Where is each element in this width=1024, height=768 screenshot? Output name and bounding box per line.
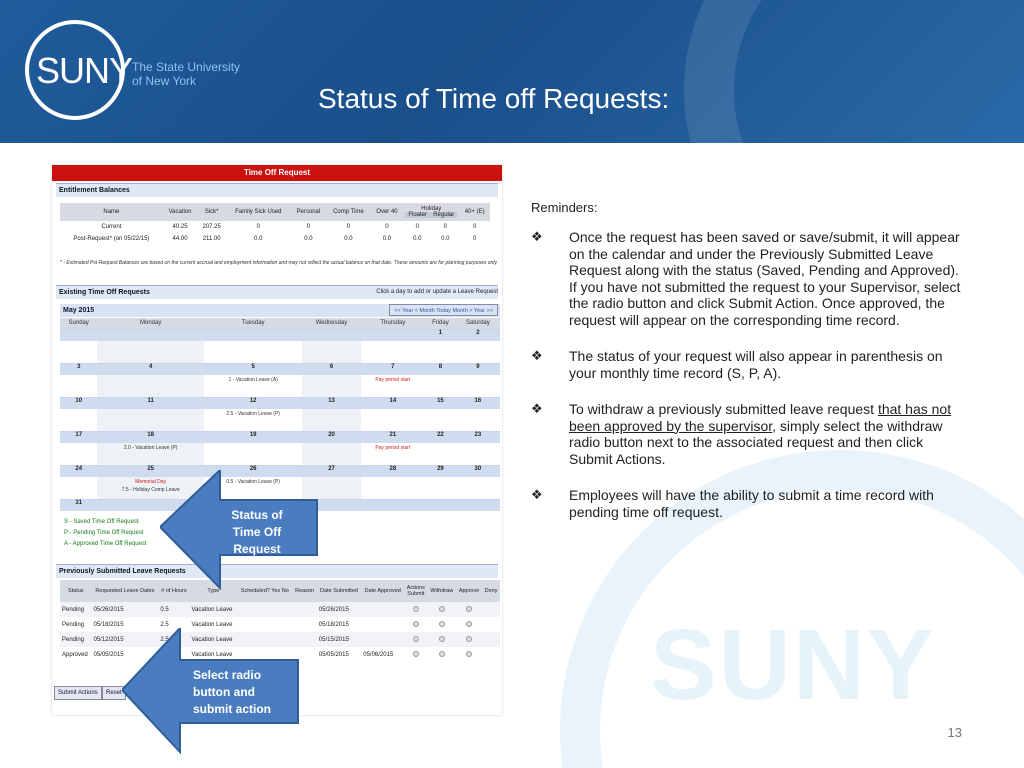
entitlement-cell: 0	[256, 224, 260, 230]
select-arrow-label	[193, 667, 271, 718]
entitlement-column-header: Sick*	[197, 203, 226, 221]
calendar-week-row	[60, 363, 500, 375]
diamond-bullet-icon: ❖	[531, 401, 543, 416]
watermark-logo: SUNY	[650, 609, 936, 721]
calendar-day-number[interactable]	[425, 499, 456, 511]
calendar-day-header: Sunday	[60, 318, 97, 329]
calendar-day-cell[interactable]	[361, 375, 425, 397]
reset-button[interactable]: Reset	[102, 686, 126, 700]
calendar-week-row	[60, 397, 500, 409]
action-radio-button[interactable]	[413, 651, 419, 657]
calendar-day-header: Friday	[425, 318, 456, 329]
calendar-nav[interactable]: << Year < Month Today Month > Year >>	[389, 304, 498, 316]
calendar-day-number[interactable]: 13	[302, 397, 360, 409]
action-radio-cell	[428, 617, 457, 632]
calendar-day-number[interactable]: 30	[456, 465, 500, 477]
reminder-bullet	[531, 487, 961, 520]
action-radio-cell	[428, 632, 457, 647]
entitlement-header-row	[60, 203, 490, 221]
previous-cell: 05/18/2015	[318, 621, 349, 628]
previous-cell: 05/18/2015	[93, 621, 124, 628]
reminder-text-post: , simply select the withdraw radio button next to the associated request and then click Submit Actions.	[569, 417, 943, 467]
action-radio-cell	[456, 617, 482, 632]
arrow-label-line: Request	[233, 542, 281, 556]
entitlement-row	[60, 233, 490, 245]
calendar-day-cell[interactable]	[361, 409, 425, 431]
calendar-day-cell[interactable]	[60, 409, 97, 431]
holiday-header: Holiday	[421, 206, 442, 212]
calendar-day-number[interactable]: 8	[425, 363, 456, 375]
status-arrow-label	[222, 507, 292, 558]
calendar-day-number[interactable]: 1	[425, 329, 456, 341]
entitlement-cell: Current	[101, 224, 122, 230]
calendar-day-cell[interactable]	[456, 443, 500, 465]
previous-cell: Vacation Leave	[190, 632, 238, 647]
entitlement-column-header: Comp Time	[326, 203, 371, 221]
action-radio-cell	[482, 647, 500, 662]
entitlement-table	[60, 203, 490, 245]
action-radio-cell	[482, 632, 500, 647]
previous-cell: Pending	[60, 632, 92, 647]
reminders-panel	[531, 200, 961, 540]
calendar-day-number[interactable]: 9	[456, 363, 500, 375]
calendar-day-number[interactable]	[361, 499, 425, 511]
legend-item: S - Saved Time Off Request	[64, 519, 139, 525]
diamond-bullet-icon: ❖	[531, 348, 543, 363]
suny-logo: SUNY	[36, 50, 133, 91]
entitlement-cell: 0.0	[304, 236, 313, 242]
calendar-day-cell[interactable]	[204, 409, 303, 431]
calendar-day-number[interactable]: 15	[425, 397, 456, 409]
entitlement-cell: 0	[385, 224, 389, 230]
action-radio-cell	[428, 602, 457, 617]
status-legend	[64, 517, 147, 550]
entitlement-cell: 0	[346, 224, 351, 230]
action-radio-button[interactable]	[466, 651, 472, 657]
arrow-label-line: submit action	[193, 702, 272, 716]
action-radio-button[interactable]	[466, 636, 472, 642]
calendar-day-cell[interactable]	[425, 409, 456, 431]
arrow-label-line: Select radio	[193, 668, 262, 682]
calendar-day-number[interactable]: 18	[97, 431, 203, 443]
action-radio-button[interactable]	[439, 636, 445, 642]
calendar-day-cell[interactable]	[456, 409, 500, 431]
previous-cell	[361, 632, 404, 647]
arrow-label-line: Time Off	[232, 525, 282, 539]
calendar-day-number[interactable]: 24	[60, 465, 97, 477]
previous-cell: 05/26/2015	[317, 602, 361, 617]
arrow-label-line: Status of	[231, 508, 283, 522]
previous-cell: Vacation Leave	[190, 602, 238, 617]
entitlement-cell: 0.0	[413, 236, 422, 242]
calendar-day-number[interactable]: 20	[302, 431, 360, 443]
previous-cell: Approved	[62, 651, 88, 658]
calendar-week-body	[60, 341, 500, 363]
calendar-day-number[interactable]	[456, 499, 500, 511]
arrow-label-line: button and	[193, 685, 255, 699]
calendar-day-cell[interactable]	[361, 477, 425, 499]
entitlement-cell: 0	[306, 224, 311, 230]
previous-cell: Pending	[60, 602, 92, 617]
calendar-event[interactable]: Memorial Day	[135, 479, 167, 485]
entitlement-cell: Post-Request* (on 05/22/15)	[73, 236, 150, 242]
action-radio-cell	[404, 617, 427, 632]
entitlement-cell: 0.0	[441, 236, 450, 242]
previous-column-header: Deny	[482, 580, 500, 602]
calendar-day-number[interactable]: 25	[97, 465, 203, 477]
previous-cell: 2.5	[158, 632, 189, 647]
reminder-text: Once the request has been saved or save/submit, it will appear on the calendar and under the Previously Submitted Leave Request along with the status (Saved, Pending and Approved). If you have not submitted the request to your Supervisor, select the radio button and click Submit Action. Once approved, the request will appear on the corresponding time record.	[569, 229, 961, 328]
slide-header	[0, 0, 1024, 143]
action-radio-button[interactable]	[466, 606, 472, 612]
logo-sub-line1: The State University	[132, 60, 241, 74]
calendar-day-number[interactable]: 16	[456, 397, 500, 409]
action-radio-button[interactable]	[413, 636, 419, 642]
action-radio-button[interactable]	[439, 621, 445, 627]
action-radio-cell	[456, 602, 482, 617]
previous-column-header: Date Approved	[361, 580, 404, 602]
previous-cell: 05/26/2015	[92, 602, 159, 617]
calendar-day-number[interactable]: 28	[361, 465, 425, 477]
calendar-day-cell[interactable]	[302, 375, 360, 397]
calendar-day-number[interactable]: 11	[97, 397, 203, 409]
calendar-week-row	[60, 329, 500, 341]
calendar-day-number[interactable]: 29	[425, 465, 456, 477]
calendar-day-cell[interactable]	[361, 443, 425, 465]
action-radio-cell	[456, 632, 482, 647]
entitlement-cell: 0	[472, 224, 477, 230]
calendar-day-number[interactable]: 6	[302, 363, 360, 375]
action-radio-cell	[456, 647, 482, 662]
entitlement-cell: 0	[415, 224, 419, 230]
reminder-text: Employees will have the ability to submit a time record with pending time off request.	[569, 487, 934, 520]
previous-column-header: Withdraw	[428, 580, 457, 602]
entitlement-cell: 0.0	[344, 236, 353, 242]
previous-cell	[237, 602, 292, 617]
submit-actions-button[interactable]: Submit Actions	[54, 686, 102, 700]
calendar-day-number[interactable]: 3	[60, 363, 97, 375]
calendar-day-number[interactable]	[361, 329, 425, 341]
calendar-week-body	[60, 375, 500, 397]
previous-cell: 05/15/2015	[317, 632, 361, 647]
holiday-subheader: Floater	[408, 212, 428, 218]
previous-column-header: Status	[60, 580, 92, 602]
calendar-day-number[interactable]	[97, 329, 203, 341]
action-radio-button[interactable]	[413, 621, 419, 627]
previous-cell	[292, 602, 316, 617]
entitlement-cell: 40.25	[172, 224, 188, 230]
calendar-day-number[interactable]: 2	[456, 329, 500, 341]
calendar-day-cell[interactable]	[60, 341, 97, 363]
calendar-day-number[interactable]	[302, 329, 360, 341]
reminder-text-underlined: that has not been approved by the supervisor	[569, 401, 952, 434]
entitlement-cell: 0	[443, 224, 447, 230]
calendar-week-row	[60, 431, 500, 443]
calendar-day-cell[interactable]	[97, 375, 203, 397]
entitlement-heading: Entitlement Balances	[56, 183, 498, 197]
reminder-bullet	[531, 401, 961, 467]
calendar-month: May 2015	[60, 304, 500, 317]
legend-item: P - Pending Time Off Request	[64, 530, 144, 536]
legend-item: A - Approved Time Off Request	[64, 541, 147, 547]
logo-sub-line2: of New York	[132, 74, 197, 88]
calendar-day-number[interactable]: 14	[361, 397, 425, 409]
diamond-bullet-icon: ❖	[531, 487, 543, 502]
header-decoration	[684, 0, 1024, 143]
calendar-week-body	[60, 443, 500, 465]
previous-column-header: Approve	[456, 580, 482, 602]
calendar-day-cell[interactable]	[204, 443, 303, 465]
calendar-event[interactable]: 2.0 - Vacation Leave (P)	[123, 445, 178, 451]
calendar-day-cell[interactable]	[97, 341, 203, 363]
previous-cell: 05/06/2015	[363, 651, 394, 658]
time-off-title-bar: Time Off Request	[52, 165, 502, 181]
calendar-day-number[interactable]: 17	[60, 431, 97, 443]
previous-cell: 0.5	[158, 602, 189, 617]
calendar-day-number[interactable]	[60, 329, 97, 341]
previous-column-header: Type	[190, 580, 238, 602]
calendar-day-cell[interactable]	[60, 375, 97, 397]
calendar-day-header: Thursday	[361, 318, 425, 329]
entitlement-column-header: Family Sick Used	[226, 203, 291, 221]
action-radio-button[interactable]	[439, 651, 445, 657]
calendar-event[interactable]: 7.5 - Holiday Comp Leave	[121, 487, 180, 493]
reminder-text-pre: To withdraw a previously submitted leave request	[569, 401, 878, 417]
calendar-day-number[interactable]: 19	[204, 431, 303, 443]
calendar-day-cell[interactable]	[97, 409, 203, 431]
action-radio-button[interactable]	[413, 606, 419, 612]
calendar-day-number[interactable]: 22	[425, 431, 456, 443]
action-radio-button[interactable]	[439, 606, 445, 612]
existing-requests-heading: Existing Time Off Requests	[56, 285, 498, 299]
suny-logo-subtitle	[132, 60, 240, 88]
entitlement-cell: 0	[472, 236, 477, 242]
calendar-day-cell[interactable]	[425, 341, 456, 363]
calendar-day-cell[interactable]	[60, 443, 97, 465]
previous-cell: Vacation Leave	[191, 621, 233, 628]
calendar-day-cell[interactable]	[361, 341, 425, 363]
calendar-day-number[interactable]: 23	[456, 431, 500, 443]
calendar-day-number[interactable]: 10	[60, 397, 97, 409]
action-radio-cell	[482, 617, 500, 632]
calendar-day-number[interactable]: 4	[97, 363, 203, 375]
previous-column-header: Date Submitted	[317, 580, 361, 602]
holiday-subheader: Regular	[433, 212, 455, 218]
calendar-event[interactable]: Pay period start	[375, 377, 411, 383]
calendar-day-cell[interactable]	[302, 341, 360, 363]
entitlement-row	[60, 221, 490, 233]
calendar-day-cell[interactable]	[97, 443, 203, 465]
calendar-day-cell[interactable]	[425, 443, 456, 465]
action-radio-cell	[428, 647, 457, 662]
previous-cell: Pending	[62, 621, 85, 628]
previous-column-header: # of Hours	[158, 580, 189, 602]
calendar-week-body	[60, 409, 500, 431]
calendar-day-number[interactable]: 27	[302, 465, 360, 477]
calendar-day-header: Monday	[97, 318, 203, 329]
entitlement-column-header: 40+ (E)	[459, 203, 490, 221]
entitlement-note: * - Estimated Pst-Request Balances are based on the current accrual and employment information and may not reflect the actual balance on that date. These amounts are for planning purposes only.	[60, 260, 498, 266]
calendar-day-cell[interactable]	[456, 375, 500, 397]
previous-cell: 05/05/2015	[318, 651, 349, 658]
entitlement-cell: 207.25	[202, 224, 221, 230]
calendar-day-header: Wednesday	[302, 318, 360, 329]
previous-column-header: Scheduled? Yes No	[237, 580, 292, 602]
calendar-day-cell[interactable]	[425, 375, 456, 397]
reminders-title: Reminders:	[531, 200, 598, 215]
entitlement-column-header: Over 40	[371, 203, 404, 221]
calendar-day-cell[interactable]	[302, 409, 360, 431]
calendar-day-number[interactable]: 5	[204, 363, 303, 375]
calendar-day-header-row	[60, 318, 500, 329]
page-number: 13	[947, 725, 962, 740]
previous-column-header: Requested Leave Dates	[92, 580, 159, 602]
calendar-day-number[interactable]: 21	[361, 431, 425, 443]
entitlement-cell: 44.00	[172, 236, 188, 242]
previous-cell: 2.5	[160, 621, 169, 628]
entitlement-column-header: Vacation	[163, 203, 198, 221]
calendar-day-cell[interactable]	[425, 477, 456, 499]
action-radio-cell	[482, 602, 500, 617]
calendar-day-cell[interactable]	[302, 443, 360, 465]
entitlement-column-header: Name	[60, 203, 163, 221]
calendar-day-number[interactable]	[204, 329, 303, 341]
actions-header: Actions	[406, 585, 425, 591]
previous-cell: Vacation Leave	[191, 651, 233, 658]
calendar-event[interactable]: Pay period start	[375, 445, 411, 451]
diamond-bullet-icon: ❖	[531, 229, 543, 244]
entitlement-cell: 211.00	[202, 236, 221, 242]
calendar-day-cell[interactable]	[456, 341, 500, 363]
calendar-day-cell[interactable]	[456, 477, 500, 499]
calendar-day-number[interactable]: 7	[361, 363, 425, 375]
calendar-day-cell[interactable]	[204, 341, 303, 363]
calendar-day-number[interactable]: 12	[204, 397, 303, 409]
previous-cell	[361, 602, 404, 617]
calendar-day-header: Tuesday	[204, 318, 303, 329]
calendar-event[interactable]: 2.5 - Vacation Leave (P)	[226, 411, 280, 417]
calendar-day-cell[interactable]	[60, 477, 97, 499]
reminder-text: The status of your request will also appear in parenthesis on your monthly time record (S, P, A).	[569, 348, 943, 381]
slide-title: Status of Time off Requests:	[318, 83, 670, 114]
calendar-event[interactable]: 1 - Vacation Leave (A)	[228, 377, 278, 383]
calendar-day-number[interactable]: 31	[60, 499, 97, 511]
previous-requests-heading: Previously Submitted Leave Requests	[56, 564, 498, 578]
holiday-subheaders	[405, 212, 457, 218]
calendar-day-header: Saturday	[456, 318, 500, 329]
reminder-bullet	[531, 348, 961, 381]
action-subheader: Submit	[407, 591, 425, 597]
entitlement-column-header	[403, 203, 459, 221]
action-radio-cell	[404, 647, 427, 662]
calendar-hint: Click a day to add or update a Leave Request	[376, 289, 498, 295]
previous-cell: 05/12/2015	[92, 632, 159, 647]
previous-cell	[361, 617, 404, 632]
previous-column-header	[404, 580, 427, 602]
calendar-day-cell[interactable]	[204, 375, 303, 397]
calendar-day-number[interactable]: 26	[204, 465, 303, 477]
action-radio-cell	[404, 632, 427, 647]
entitlement-cell: 0.0	[254, 236, 263, 242]
entitlement-column-header: Personal	[291, 203, 327, 221]
previous-request-row	[60, 602, 500, 617]
action-radio-cell	[404, 602, 427, 617]
previous-column-header: Reason	[292, 580, 316, 602]
calendar-event[interactable]: 0.5 - Vacation Leave (P)	[226, 479, 280, 485]
previous-cell: 05/05/2015	[93, 651, 124, 658]
reminder-bullet	[531, 229, 961, 328]
action-radio-button[interactable]	[466, 621, 472, 627]
entitlement-cell: 0.0	[382, 236, 392, 242]
